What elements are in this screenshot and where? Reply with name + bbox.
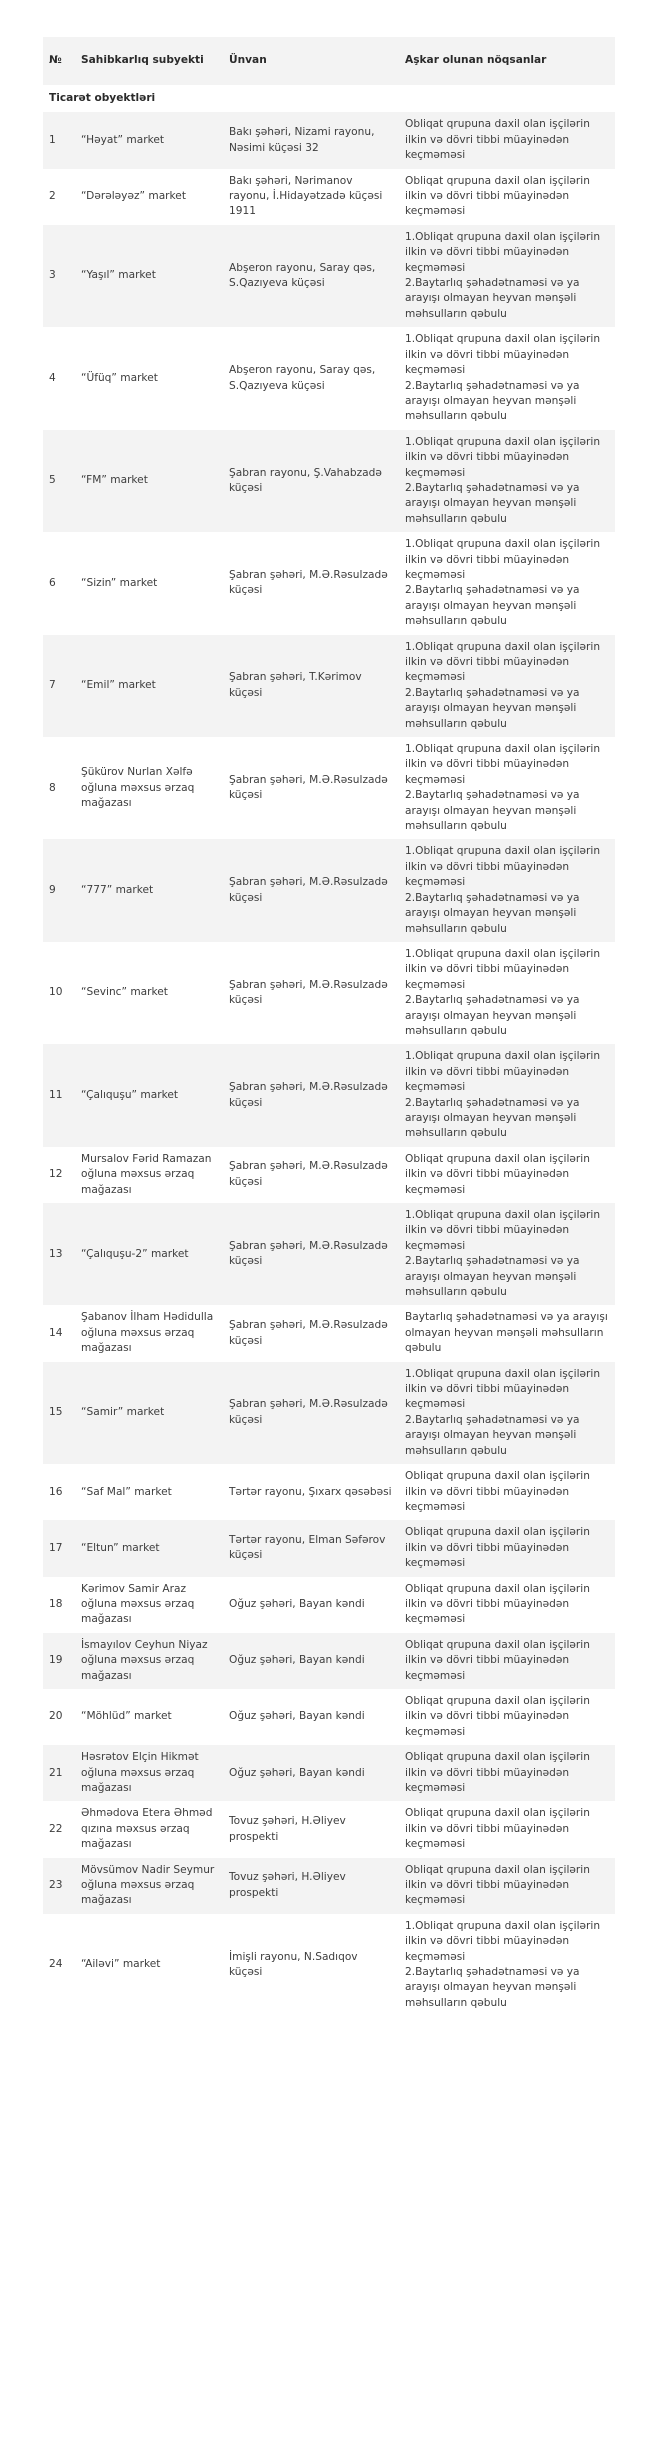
row-issues: 1.Obliqat qrupuna daxil olan işçilərin ilkin və dövri tibbi müayinədən keçməməsi 2.Baytarlıq şəhadətnaməsi və ya arayışı olmayan heyvan mənşəli məhsulların qəbulu bbox=[405, 947, 601, 1037]
row-address: Oğuz şəhəri, Bayan kəndi bbox=[223, 1745, 399, 1801]
row-number: 24 bbox=[49, 1958, 63, 1971]
row-subject: Şabanov İlham Hədidulla oğluna məxsus ərzaq mağazası bbox=[81, 1311, 214, 1355]
row-issues: 1.Obliqat qrupuna daxil olan işçilərin ilkin və dövri tibbi müayinədən keçməməsi 2.Baytarlıq şəhadətnaməsi və ya arayışı olmayan heyvan mənşəli məhsulların qəbulu bbox=[405, 333, 601, 423]
row-subject: “Eltun” market bbox=[75, 1520, 223, 1576]
row-address: Şabran şəhəri, M.Ə.Rəsulzadə küçəsi bbox=[223, 1044, 399, 1146]
row-issues: Obliqat qrupuna daxil olan işçilərin ilkin və dövri tibbi müayinədən keçməməsi bbox=[405, 1807, 590, 1851]
row-issues: Obliqat qrupuna daxil olan işçilərin ilkin və dövri tibbi müayinədən keçməməsi bbox=[399, 112, 615, 168]
row-address: İmişli rayonu, N.Sadıqov küçəsi bbox=[229, 1950, 358, 1979]
row-subject: “Çalıquşu-2” market bbox=[75, 1203, 223, 1305]
row-number: 5 bbox=[43, 430, 75, 532]
row-number: 18 bbox=[49, 1597, 63, 1610]
row-number: 12 bbox=[49, 1168, 63, 1181]
row-number: 16 bbox=[49, 1485, 63, 1498]
row-number: 23 bbox=[43, 1858, 75, 1914]
row-number: 2 bbox=[49, 190, 56, 203]
section-title: Ticarət obyektləri bbox=[43, 85, 615, 112]
row-number: 8 bbox=[49, 781, 56, 794]
row-address: Tərtər rayonu, Şıxarx qəsəbəsi bbox=[229, 1485, 392, 1498]
row-number: 7 bbox=[43, 635, 75, 737]
table-header-row bbox=[43, 37, 615, 85]
row-number: 6 bbox=[49, 576, 56, 589]
row-issues: 1.Obliqat qrupuna daxil olan işçilərin ilkin və dövri tibbi müayinədən keçməməsi 2.Baytarlıq şəhadətnaməsi və ya arayışı olmayan heyvan mənşəli məhsulların qəbulu bbox=[399, 635, 615, 737]
table-row bbox=[43, 1362, 615, 1464]
row-subject: Kərimov Samir Araz oğluna məxsus ərzaq mağazası bbox=[81, 1582, 195, 1626]
header-issues: Aşkar olunan nöqsanlar bbox=[399, 37, 615, 85]
row-issues: Obliqat qrupuna daxil olan işçilərin ilkin və dövri tibbi müayinədən keçməməsi bbox=[399, 1520, 615, 1576]
inspection-results-table-container bbox=[43, 37, 615, 2016]
row-number: 9 bbox=[43, 839, 75, 941]
row-subject: Həsrətov Elçin Hikmət oğluna məxsus ərzaq mağazası bbox=[75, 1745, 223, 1801]
row-issues: 1.Obliqat qrupuna daxil olan işçilərin ilkin və dövri tibbi müayinədən keçməməsi 2.Baytarlıq şəhadətnaməsi və ya arayışı olmayan heyvan mənşəli məhsulların qəbulu bbox=[399, 1044, 615, 1146]
row-subject: Mövsümov Nadir Seymur oğluna məxsus ərzaq mağazası bbox=[75, 1858, 223, 1914]
table-row bbox=[43, 1203, 615, 1305]
table-row bbox=[43, 327, 615, 429]
row-number: 11 bbox=[43, 1044, 75, 1146]
row-address: Şabran şəhəri, M.Ə.Rəsulzadə küçəsi bbox=[223, 839, 399, 941]
row-subject: “Sevinc” market bbox=[81, 986, 168, 999]
table-row bbox=[43, 1801, 615, 1857]
table-row bbox=[43, 1745, 615, 1801]
table-row bbox=[43, 737, 615, 839]
table-row bbox=[43, 1520, 615, 1576]
row-address: Şabran şəhəri, M.Ə.Rəsulzadə küçəsi bbox=[229, 568, 388, 597]
row-address: Şabran şəhəri, M.Ə.Rəsulzadə küçəsi bbox=[229, 1160, 388, 1188]
table-row bbox=[43, 1305, 615, 1361]
row-number: 3 bbox=[43, 225, 75, 327]
row-subject: “777” market bbox=[75, 839, 223, 941]
row-subject: Şükürov Nurlan Xəlfə oğluna məxsus ərzaq mağazası bbox=[81, 766, 195, 809]
section-row bbox=[43, 85, 615, 112]
row-address: Şabran şəhəri, M.Ə.Rəsulzadə küçəsi bbox=[229, 978, 388, 1007]
row-number: 19 bbox=[43, 1633, 75, 1689]
row-issues: 1.Obliqat qrupuna daxil olan işçilərin ilkin və dövri tibbi müayinədən keçməməsi 2.Baytarlıq şəhadətnaməsi və ya arayışı olmayan heyvan mənşəli məhsulların qəbulu bbox=[399, 839, 615, 941]
row-subject: “Möhlüd” market bbox=[81, 1710, 172, 1723]
row-issues: Obliqat qrupuna daxil olan işçilərin ilkin və dövri tibbi müayinədən keçməməsi bbox=[405, 1152, 590, 1196]
row-address: Tovuz şəhəri, H.Əliyev prospekti bbox=[223, 1858, 399, 1914]
row-address: Tovuz şəhəri, H.Əliyev prospekti bbox=[229, 1815, 346, 1843]
row-subject: Əhmədova Etera Əhməd qızına məxsus ərzaq mağazası bbox=[81, 1807, 213, 1851]
row-issues: 1.Obliqat qrupuna daxil olan işçilərin ilkin və dövri tibbi müayinədən keçməməsi 2.Baytarlıq şəhadətnaməsi və ya arayışı olmayan heyvan mənşəli məhsulların qəbulu bbox=[405, 1919, 601, 2009]
row-issues: Obliqat qrupuna daxil olan işçilərin ilkin və dövri tibbi müayinədən keçməməsi bbox=[399, 1633, 615, 1689]
row-address: Abşeron rayonu, Saray qəs, S.Qazıyeva küçəsi bbox=[229, 364, 376, 392]
row-number: 1 bbox=[43, 112, 75, 168]
row-address: Şabran şəhəri, M.Ə.Rəsulzadə küçəsi bbox=[229, 1319, 388, 1347]
row-subject: İsmayılov Ceyhun Niyaz oğluna məxsus ərzaq mağazası bbox=[75, 1633, 223, 1689]
header-number: № bbox=[43, 37, 75, 85]
row-address: Oğuz şəhəri, Bayan kəndi bbox=[223, 1633, 399, 1689]
inspection-results-table bbox=[43, 37, 615, 2016]
row-address: Oğuz şəhəri, Bayan kəndi bbox=[229, 1710, 365, 1723]
header-subject: Sahibkarlıq subyekti bbox=[75, 37, 223, 85]
row-subject: “Yaşıl” market bbox=[75, 225, 223, 327]
row-issues: Baytarlıq şəhadətnaməsi və ya arayışı olmayan heyvan mənşəli məhsulların qəbulu bbox=[405, 1311, 608, 1355]
row-subject: “Çalıquşu” market bbox=[75, 1044, 223, 1146]
row-number: 15 bbox=[43, 1362, 75, 1464]
row-issues: 1.Obliqat qrupuna daxil olan işçilərin ilkin və dövri tibbi müayinədən keçməməsi 2.Baytarlıq şəhadətnaməsi və ya arayışı olmayan heyvan mənşəli məhsulların qəbulu bbox=[399, 225, 615, 327]
row-subject: “Emil” market bbox=[75, 635, 223, 737]
row-address: Şabran şəhəri, M.Ə.Rəsulzadə küçəsi bbox=[223, 1203, 399, 1305]
row-subject: “Sizin” market bbox=[81, 576, 158, 589]
table-row bbox=[43, 1914, 615, 2016]
row-issues: 1.Obliqat qrupuna daxil olan işçilərin ilkin və dövri tibbi müayinədən keçməməsi 2.Baytarlıq şəhadətnaməsi və ya arayışı olmayan heyvan mənşəli məhsulların qəbulu bbox=[405, 538, 601, 628]
row-issues: 1.Obliqat qrupuna daxil olan işçilərin ilkin və dövri tibbi müayinədən keçməməsi 2.Baytarlıq şəhadətnaməsi və ya arayışı olmayan heyvan mənşəli məhsulların qəbulu bbox=[405, 743, 601, 833]
row-number: 17 bbox=[43, 1520, 75, 1576]
table-row bbox=[43, 225, 615, 327]
table-row bbox=[43, 169, 615, 225]
table-row bbox=[43, 635, 615, 737]
row-issues: 1.Obliqat qrupuna daxil olan işçilərin ilkin və dövri tibbi müayinədən keçməməsi 2.Baytarlıq şəhadətnaməsi və ya arayışı olmayan heyvan mənşəli məhsulların qəbulu bbox=[399, 1203, 615, 1305]
row-issues: 1.Obliqat qrupuna daxil olan işçilərin ilkin və dövri tibbi müayinədən keçməməsi 2.Baytarlıq şəhadətnaməsi və ya arayışı olmayan heyvan mənşəli məhsulların qəbulu bbox=[399, 430, 615, 532]
row-subject: “Dərələyəz” market bbox=[81, 190, 186, 203]
row-number: 14 bbox=[49, 1326, 63, 1339]
table-row bbox=[43, 1147, 615, 1203]
table-row bbox=[43, 942, 615, 1044]
row-subject: “Samir” market bbox=[75, 1362, 223, 1464]
table-row bbox=[43, 112, 615, 168]
row-issues: Obliqat qrupuna daxil olan işçilərin ilkin və dövri tibbi müayinədən keçməməsi bbox=[405, 1470, 590, 1513]
row-issues: 1.Obliqat qrupuna daxil olan işçilərin ilkin və dövri tibbi müayinədən keçməməsi 2.Baytarlıq şəhadətnaməsi və ya arayışı olmayan heyvan mənşəli məhsulların qəbulu bbox=[399, 1362, 615, 1464]
row-address: Bakı şəhəri, Nərimanov rayonu, İ.Hidayətzadə küçəsi 1911 bbox=[229, 174, 383, 218]
row-issues: Obliqat qrupuna daxil olan işçilərin ilkin və dövri tibbi müayinədən keçməməsi bbox=[399, 1858, 615, 1914]
row-address: Şabran şəhəri, M.Ə.Rəsulzadə küçəsi bbox=[223, 1362, 399, 1464]
row-address: Şabran şəhəri, T.Kərimov küçəsi bbox=[223, 635, 399, 737]
row-subject: “FM” market bbox=[75, 430, 223, 532]
table-row bbox=[43, 1633, 615, 1689]
row-subject: “Üfüq” market bbox=[81, 371, 158, 384]
row-address: Tərtər rayonu, Elman Səfərov küçəsi bbox=[223, 1520, 399, 1576]
row-number: 10 bbox=[49, 986, 63, 999]
row-address: Abşeron rayonu, Saray qəs, S.Qazıyeva küçəsi bbox=[223, 225, 399, 327]
table-row bbox=[43, 1577, 615, 1633]
row-issues: Obliqat qrupuna daxil olan işçilərin ilkin və dövri tibbi müayinədən keçməməsi bbox=[405, 174, 590, 218]
row-issues: Obliqat qrupuna daxil olan işçilərin ilkin və dövri tibbi müayinədən keçməməsi bbox=[405, 1582, 590, 1626]
table-row bbox=[43, 532, 615, 634]
row-address: Şabran şəhəri, M.Ə.Rəsulzadə küçəsi bbox=[229, 773, 388, 802]
table-row bbox=[43, 430, 615, 532]
table-row bbox=[43, 1858, 615, 1914]
row-address: Şabran rayonu, Ş.Vahabzadə küçəsi bbox=[223, 430, 399, 532]
table-body bbox=[43, 85, 615, 2016]
row-subject: “Həyat” market bbox=[75, 112, 223, 168]
row-address: Oğuz şəhəri, Bayan kəndi bbox=[229, 1597, 365, 1610]
row-number: 22 bbox=[49, 1822, 63, 1835]
row-issues: Obliqat qrupuna daxil olan işçilərin ilkin və dövri tibbi müayinədən keçməməsi bbox=[405, 1694, 590, 1738]
row-subject: “Ailəvi” market bbox=[81, 1958, 161, 1971]
table-row bbox=[43, 1044, 615, 1146]
table-row bbox=[43, 1689, 615, 1745]
table-row bbox=[43, 1464, 615, 1520]
row-subject: “Saf Mal” market bbox=[81, 1485, 172, 1498]
row-number: 20 bbox=[49, 1710, 63, 1723]
row-number: 21 bbox=[43, 1745, 75, 1801]
table-row bbox=[43, 839, 615, 941]
row-issues: Obliqat qrupuna daxil olan işçilərin ilkin və dövri tibbi müayinədən keçməməsi bbox=[399, 1745, 615, 1801]
header-address: Ünvan bbox=[223, 37, 399, 85]
row-subject: Mursalov Fərid Ramazan oğluna məxsus ərzaq mağazası bbox=[81, 1152, 212, 1196]
row-address: Bakı şəhəri, Nizami rayonu, Nəsimi küçəsi 32 bbox=[223, 112, 399, 168]
row-number: 4 bbox=[49, 371, 56, 384]
row-number: 13 bbox=[43, 1203, 75, 1305]
